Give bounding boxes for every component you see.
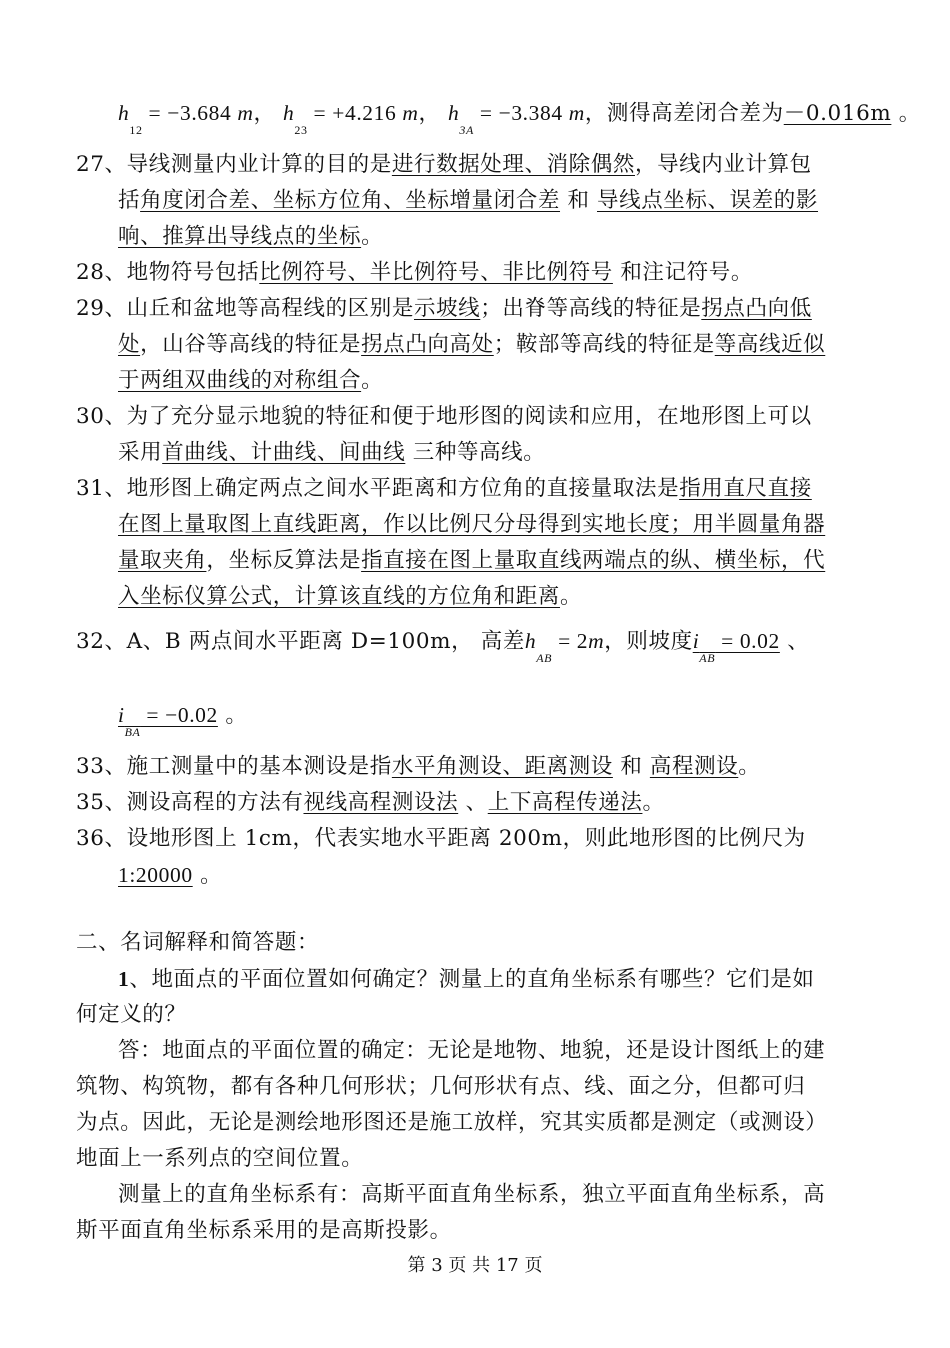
question-text: 地形图上确定两点之间水平距离和方位角的直接量取法是 (126, 476, 680, 501)
section-heading: 二、名词解释和简答题： (76, 930, 320, 955)
answer: 等高线近似 (714, 332, 826, 357)
question-36-line-2 (118, 860, 876, 891)
answer-slope-ab (692, 629, 780, 665)
question-text: ；出脊等高线的特征是 (480, 296, 702, 321)
answer: 入坐标仪算公式，计算该直线的方位角和距离 (118, 584, 561, 609)
answer: 指用直尺直接 (679, 476, 812, 501)
i-symbol: i (692, 629, 700, 653)
answer: 比例符号、半比例符号、非比例符号 (259, 260, 613, 285)
question-text: 。 (217, 703, 248, 728)
question-text: 。 (192, 863, 223, 888)
answer: 响、推算出导线点的坐标 (118, 224, 362, 249)
question-number: 36、 (76, 826, 127, 851)
question-number: 35、 (76, 790, 127, 815)
h12-value: = −3.684 (142, 101, 238, 125)
line0-text: ，测得高差闭合差为 (584, 101, 784, 126)
question-27-line-3 (118, 222, 876, 252)
answer: 拐点凸向低 (701, 296, 812, 321)
question-31-line-1 (76, 474, 876, 504)
question-text: ，则坡度 (604, 629, 693, 654)
answer-paragraph-line-1: 答：地面点的平面位置的确定：无论是地物、地貌，还是设计图纸上的建 (118, 1038, 826, 1063)
h3a-symbol: h (448, 101, 460, 125)
question-text: 和 (620, 754, 643, 779)
question-29-line-1 (76, 294, 876, 324)
question-text: A、B 两点间水平距离 D=100m， (126, 629, 474, 654)
answer-paragraph-line-3: 为点。因此，无论是测绘地形图还是施工放样，究其实质都是测定（或测设） (76, 1110, 828, 1135)
answer: 在图上量取图上直线距离，作以比例尺分母得到实地长度；用半圆量角器 (118, 512, 826, 537)
i-subscript: AB (699, 651, 716, 665)
question-33 (76, 752, 876, 782)
question-text: 高差 (480, 629, 525, 654)
answer: 导线点坐标、误差的影 (597, 188, 819, 213)
question-31-line-2 (118, 510, 876, 540)
question-text: 、地面点的平面位置如何确定？测量上的直角坐标系有哪些？它们是如 (129, 967, 815, 992)
question-number: 29、 (76, 296, 127, 321)
question-text: 设地形图上 1cm，代表实地水平距离 200m，则此地形图的比例尺为 (126, 826, 806, 851)
question-text: 和 (567, 188, 590, 213)
answer: 首曲线、计曲线、间曲线 (162, 440, 406, 465)
question-text: 地物符号包括 (126, 260, 260, 285)
unit-m: m (568, 101, 585, 125)
question-30-line-1 (76, 402, 876, 432)
h3a-subscript: 3A (459, 123, 474, 137)
question-text: 。 (361, 368, 384, 393)
unit-m: m (588, 629, 605, 653)
answer: 水平角测设、距离测设 (391, 754, 613, 779)
line0-end: 。 (891, 101, 921, 126)
answer: 于两组双曲线的对称组合 (118, 368, 362, 393)
question-number: 27、 (76, 152, 127, 177)
question-text: ，坐标反算法是 (206, 548, 362, 573)
h-value: = 2 (552, 629, 589, 653)
question-text: 。 (560, 584, 583, 609)
answer: 进行数据处理、消除偶然 (391, 152, 635, 177)
h-symbol: h (524, 629, 537, 653)
slope-value: = 0.02 (715, 629, 780, 653)
answer: 视线高程测设法 (303, 790, 459, 815)
answer: 量取夹角 (118, 548, 207, 573)
answer: 指直接在图上量取直线两端点的纵、横坐标，代 (361, 548, 826, 573)
question-number: 31、 (76, 476, 127, 501)
question-30-line-2 (118, 438, 876, 468)
unit-m: m (402, 101, 419, 125)
unit-m: m (237, 101, 254, 125)
answer: 拐点凸向高处 (361, 332, 494, 357)
short-answer-question-1-line-2: 何定义的？ (76, 1002, 187, 1027)
question-31-line-4 (118, 582, 876, 612)
answer-paragraph-line-6: 斯平面直角坐标系采用的是高斯投影。 (76, 1218, 452, 1243)
question-text: 。 (361, 224, 384, 249)
answer: 高程测设 (649, 754, 739, 779)
question-number: 28、 (76, 260, 127, 285)
answer-paragraph-line-4: 地面上一系列点的空间位置。 (76, 1146, 364, 1171)
slope-value: = −0.02 (140, 703, 218, 727)
question-31-line-3 (118, 546, 876, 576)
question-text: 导线测量内业计算的目的是 (126, 152, 392, 177)
question-36-line-1 (76, 824, 876, 854)
i-symbol: i (118, 703, 125, 727)
question-text: 采用 (118, 440, 163, 465)
question-number: 32、 (76, 629, 127, 654)
h3a-value: = −3.384 (473, 101, 569, 125)
answer: 示坡线 (413, 296, 481, 321)
question-text: 为了充分显示地貌的特征和便于地形图的阅读和应用，在地形图上可以 (126, 404, 812, 429)
question-27-line-2 (118, 186, 876, 216)
h12-subscript: 12 (129, 123, 143, 137)
answer: 角度闭合差、坐标方位角、坐标增量闭合差 (140, 188, 561, 213)
question-28 (76, 258, 876, 288)
question-35 (76, 788, 876, 818)
separator: ， (253, 101, 276, 126)
question-text: 。 (738, 754, 761, 779)
question-32-line-1 (76, 626, 876, 665)
answer-paragraph-line-5: 测量上的直角坐标系有：高斯平面直角坐标系，独立平面直角坐标系，高 (118, 1182, 826, 1207)
question-text: 施工测量中的基本测设是指 (126, 754, 392, 779)
question-text: 。 (642, 790, 665, 815)
question-number: 1 (118, 967, 130, 991)
short-answer-question-1-line-1 (118, 964, 918, 995)
h23-symbol: h (283, 101, 295, 125)
question-32-line-2 (118, 700, 876, 739)
answer-slope-ba (118, 703, 218, 739)
question-27-line-1 (76, 150, 876, 180)
question-number: 30、 (76, 404, 127, 429)
question-text: ，导线内业计算包 (634, 152, 812, 177)
i-subscript: BA (124, 725, 141, 739)
h23-value: = +4.216 (307, 101, 403, 125)
question-text: 三种等高线。 (412, 440, 546, 465)
answer: 上下高程传递法 (487, 790, 643, 815)
question-text: 测设高程的方法有 (126, 790, 304, 815)
question-text: 和注记符号。 (620, 260, 753, 285)
h23-subscript: 23 (294, 123, 308, 137)
question-number: 33、 (76, 754, 127, 779)
question-29-line-3 (118, 366, 876, 396)
question-text: 、 (465, 790, 488, 815)
h12-symbol: h (118, 101, 130, 125)
answer-paragraph-line-2: 筑物、构筑物，都有各种几何形状；几何形状有点、线、面之分，但都可归 (76, 1074, 806, 1099)
question-text: 括 (118, 188, 141, 213)
question-text: ；鞍部等高线的特征是 (493, 332, 715, 357)
h-subscript: AB (536, 651, 553, 665)
question-text: 、 (779, 629, 810, 654)
page-footer: 第 3 页 共 17 页 (407, 1255, 543, 1276)
separator: ， (418, 101, 441, 126)
question-text: 山丘和盆地等高程线的区别是 (126, 296, 414, 321)
answer-closure-error: －0.016m (783, 101, 892, 126)
question-text: ，山谷等高线的特征是 (140, 332, 362, 357)
height-difference-line (118, 98, 921, 137)
answer-scale: 1:20000 (118, 863, 193, 887)
answer: 处 (118, 332, 141, 357)
question-29-line-2 (118, 330, 876, 360)
